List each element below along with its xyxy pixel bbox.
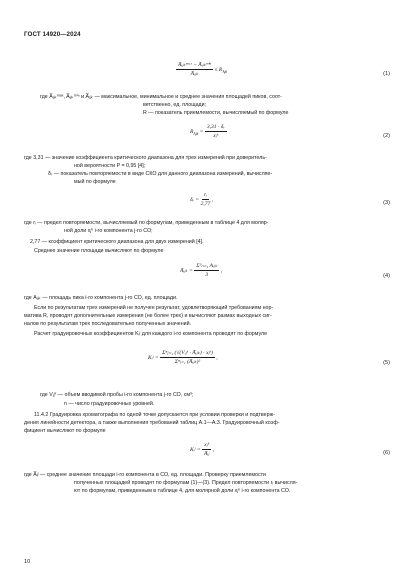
text-line: 11.4.2 Градуировка хроматографа по одной точке допускается при условии проверки и подтверж- [34, 412, 275, 418]
text-line: ной доли xⱼᵏ i-го компонента j-го СО; [64, 228, 153, 234]
text-line: фициент вычисляют по формуле [24, 428, 106, 434]
eq2-numerator: 3,31 · δᵣ [206, 124, 225, 130]
text-line: R — показатель приемлемости, вычисляемый по формуле [143, 110, 289, 116]
eq1-rhs: ≤ R [214, 66, 223, 73]
text-line: Если по результатам трех измерений не получен результат, удовлетворяющий требованиям нор- [34, 305, 274, 311]
equation-4 [180, 263, 222, 278]
eq6-tail: , [212, 446, 214, 453]
eq3-denominator: 2,77 [200, 201, 211, 207]
eq4-denominator: 3 [205, 272, 209, 278]
eq6-denominator: A̅ᵢⱼ [204, 451, 210, 457]
text-line: полученных площадей проводят по формулам (1)—(3). Предел повторяемости rᵢ вычисля- [74, 480, 298, 486]
eq5-fraction [160, 350, 218, 365]
eq6-numerator: xⱼᵏ [204, 442, 210, 448]
text-line: ветственно, ед. площади; [143, 102, 207, 108]
eq2-lhs: R [190, 128, 194, 135]
equation-5 [148, 350, 218, 365]
eq1-rhs-sub: Ajk [222, 69, 228, 74]
eq4-lhs: A̅ᵢⱼₖ = [180, 267, 193, 274]
eq5-tail: , [216, 354, 218, 361]
eq3-lhs: δᵣ = [190, 196, 200, 203]
text-line: мый по формуле [74, 179, 116, 185]
eq1-numerator: A̅ᵢⱼₖᵐᵃˣ − A̅ᵢⱼₖᵐⁱⁿ [178, 62, 212, 68]
text-line: матива R, проводят дополнительные измерения (не более трех) и вычисляют размах выходных сиг- [24, 313, 272, 319]
eq4-numerator: Σ³ₙ₌₁ Aᵢⱼₖ [196, 263, 218, 269]
text-line: ной вероятности P = 0,95 [4]; [74, 163, 146, 169]
eq1-fraction [176, 62, 213, 77]
text-line: где Vᵢⱼᵏ — объем вводимой пробы i-го компонента j-го СО, см³; [40, 392, 194, 398]
page-number: 10 [24, 559, 31, 565]
equation-4-number: (4) [383, 273, 390, 279]
eq3-numerator: rᵢ [203, 192, 207, 198]
text-line: где Aᵢⱼₖ — площадь пика i-го компонента j-го СО, ед. площади. [24, 295, 178, 301]
text-line: δᵣ — показатель повторяемости в виде СКО для данного диапазона измерений, вычисляе- [48, 171, 273, 177]
eq4-fraction [194, 263, 219, 278]
text-line: налов по результатам трех последовательно полученных значений. [24, 321, 192, 327]
eq5-lhs: Kᵢʲ = [148, 354, 159, 361]
equation-5-number: (5) [383, 360, 390, 366]
equation-1 [176, 62, 227, 77]
text-line: где A̅ᵢʲ — среднее значение площади i-го компонента в СО, ед. площади. Проверку приемлемости [24, 472, 267, 478]
standard-header: ГОСТ 14920—2024 [24, 31, 81, 38]
equation-6 [190, 442, 214, 457]
text-line: где rᵢ — предел повторяемости, вычисляемый по формулам, приведенным в таблице 4 для моляр- [24, 220, 269, 226]
text-line: n — число градуировочных уровней. [64, 401, 155, 407]
equation-3-number: (3) [383, 200, 390, 206]
text-line: Среднее значение площади вычисляют по формуле [34, 248, 164, 254]
eq3-fraction [200, 192, 214, 207]
equation-3 [190, 192, 213, 207]
eq6-lhs: Kᵢʲ = [190, 446, 201, 453]
equation-1-number: (1) [383, 71, 390, 77]
eq2-denominator: xⱼᵏ [213, 133, 219, 139]
text-line: Расчет градуировочных коэффициентов Kᵢʲ для каждого i-го компонента проводят по формуле [34, 331, 268, 337]
eq2-fraction [205, 124, 227, 139]
text-line: ют по формулам, приведенным в таблице 4, для молярной доли xⱼᵏ i-го компонента СО. [74, 488, 291, 494]
text-line: дения линейности детектора, а также выполнения требований таблиц А.1—А.3. Градуировочный коэф- [24, 420, 280, 426]
text-line: 2,77 — коэффициент критического диапазона для двух измерений [4]. [30, 239, 204, 245]
eq5-denominator: Σⁿⱼ₌₁ (A̅ᵢⱼₖ)² [174, 359, 201, 365]
eq6-fraction [202, 442, 211, 457]
equation-2-number: (2) [383, 133, 390, 139]
eq1-denominator: A̅ᵢⱼₖ [190, 71, 199, 77]
eq4-tail: , [220, 267, 223, 274]
eq2-lhs-sub: Ajk [193, 131, 199, 136]
equation-2 [190, 124, 227, 139]
eq3-tail: , [211, 196, 214, 203]
equation-6-number: (6) [383, 450, 390, 456]
eq2-equals: = [199, 128, 204, 135]
text-line: где 3,31 — значение коэффициента критического диапазона для трех измерений при доверитель- [24, 155, 267, 161]
text-line: где A̅ᵢⱼₖᵐᵃˣ, A̅ᵢⱼₖᵐⁱⁿ и A̅ᵢⱼₖ — максимальное, минимальное и среднее значения площадей пиков, соот- [40, 94, 282, 100]
eq5-numerator: Σⁿⱼ₌₁ (√(Vᵢⱼᵏ · A̅ᵢⱼₖ) · xⱼᵏ) [162, 350, 213, 356]
